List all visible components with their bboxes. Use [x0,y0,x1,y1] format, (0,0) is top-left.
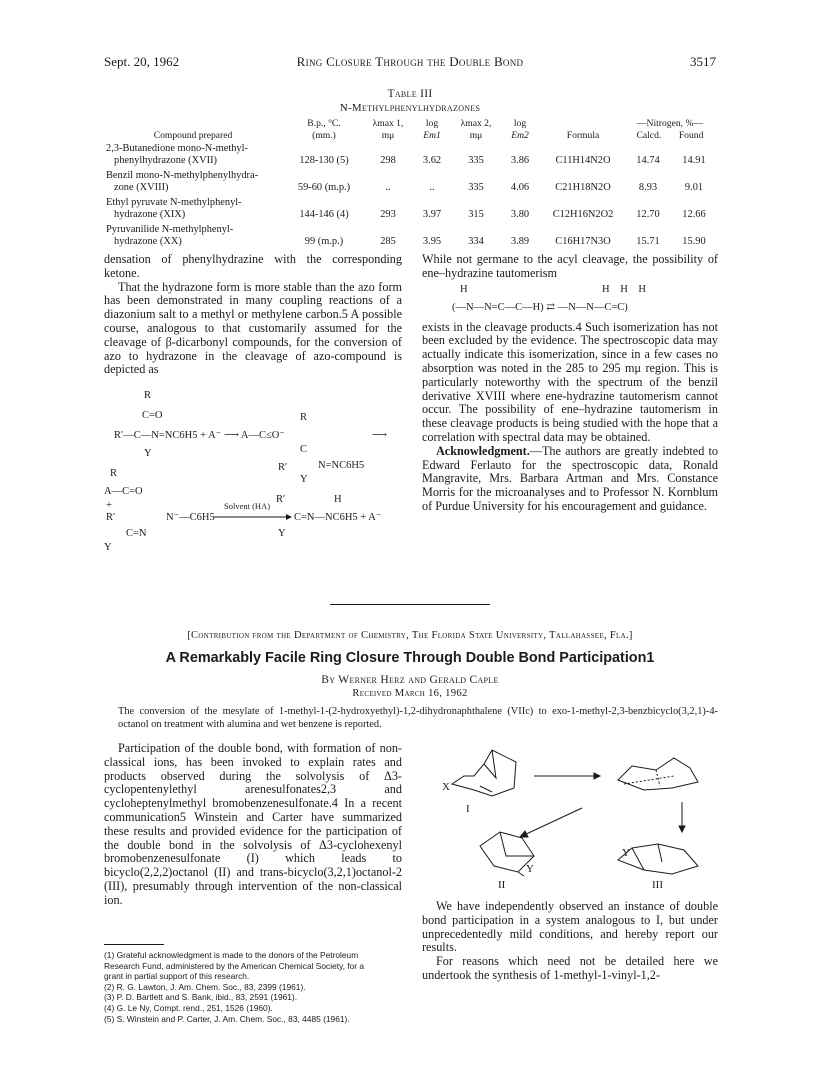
compound-name-line1: Ethyl pyruvate N-methylphenyl- [106,197,242,208]
scheme-label: H [334,494,342,505]
paragraph: Participation of the double bond, with formation of non-classical ions, has been invoked to explain rates and products observed during the solvolysis of Δ3-cyclopentenylethyl arenesulfonates2,3 and cycloheptenylmethyl bromobenzenesulfonate.4 In a recent communication5 Winstein and Carter have summarized these results and provided evidence for the participation of the double bond in the solvolysis of Δ3-cyclohexenyl bromobenzenesulfonate (I) which leads to bicyclo(2,2,2)octanol (II) and trans-bicyclo(3,2,1)octanol-2 (III), presumably through intervention of the non-classical ion. [104,741,402,907]
cell-calcd: 14.74 [636,155,660,166]
table-subtitle: N-Methylphenylhydrazones [339,102,481,114]
cell-lmax2: 315 [468,209,484,220]
authors: By Werner Herz and Gerald Caple [321,674,499,686]
scheme-label: N=NC6H5 [318,460,365,471]
label-y-iii: Y [622,847,630,859]
scheme-label: H H H [602,283,646,295]
cell-log1: .. [429,182,435,193]
cell-lmax1: 293 [380,209,396,220]
cell-lmax1: 298 [380,155,396,166]
cell-formula: C11H14N2O [555,155,611,166]
cell-name2: hydrazone (XIX) [114,209,186,220]
table-row [104,236,716,251]
label-x: X [442,781,450,793]
cell-found: 15.90 [682,236,706,247]
col-bp: B.p., °C. (mm.) [307,118,341,141]
label-y-ii: Y [526,863,534,875]
right-top-text [422,253,718,514]
scheme-label: Y [300,474,308,485]
paragraph [422,445,718,514]
footnote-line: (2) R. G. Lawton, J. Am. Chem. Soc., 83, 2399 (1961). [104,981,306,992]
label-ii: II [498,879,506,890]
scheme-label: C=N [126,528,147,539]
footnote-line: Research Fund, administered by the American Chemical Society, for a [104,960,365,971]
acknowledgment-text: —The authors are greatly indebted to Edward Ferlauto for the spectroscopic data, Ronald Mangravite, Mrs. Barbara Artman and Mrs. Constance Morris for the microanalyses and to Professor N. Kornblum of Purdue University for his encouragement and guidance. [422,443,718,513]
acknowledgment-heading: Acknowledgment. [436,443,530,458]
table-row [104,170,716,182]
scheme-label: C=N—NC6H5 + A⁻ [294,512,382,523]
table-row [104,155,716,170]
footnote-line: grant in partial support of this research. [104,971,250,982]
cell-name2: phenylhydrazone (XVII) [114,155,217,166]
left-top-text [104,253,402,377]
paragraph: While not germane to the acyl cleavage, the possibility of ene–hydrazine tautomerism [422,252,718,280]
scheme-label: C [300,444,308,455]
cell-log1: 3.62 [422,155,442,166]
header-date: Sept. 20, 1962 [104,54,180,69]
cell-calcd: 8.93 [638,182,658,193]
cell-log2: 3.80 [510,209,530,220]
scheme-label: R′ [106,512,116,523]
abstract: The conversion of the mesylate of 1-methyl-1-(2-hydroxyethyl)-1,2-dihydronaphthalene (VIIc) to exo-1-methyl-2,3-benzbicyclo(3,2,1)-4-octanol on treatment with alumina and wet benzene is reported. [118,706,718,730]
cell-name2: hydrazone (XX) [114,236,182,247]
scheme-label: (—N—N=C—C—H) ⇄ —N—N—C=C) [452,301,628,313]
received-date: Received March 16, 1962 [352,688,468,699]
col-log2: log Em2 [511,118,529,141]
compound-name-line1: Pyruvanilide N-methylphenyl- [106,224,234,235]
article-title: A Remarkably Facile Ring Closure Through Double Bond Participation1 [165,650,655,666]
cell-formula: C12H16N2O2 [552,209,614,220]
scheme-label: R [110,468,118,479]
paragraph: For reasons which need not be detailed here we undertook the synthesis of 1-methyl-1-vinyl-1,2- [422,954,718,982]
paragraph: That the hydrazone form is more stable than the azo form has been demonstrated in many coupling reactions of a diazonium salt to a methyl or methylene carbon.5 A possible course, analogous to that customarily assumed for the cleavage of β-dicarbonyl compounds, for the conversion of azo to hydrazone in the cleavage of azo-compound is depicted as [104,279,402,377]
cell-log2: 4.06 [510,182,530,193]
cell-formula: C21H18N2O [555,182,611,193]
cell-formula: C16H17N3O [555,236,611,247]
paragraph: densation of phenylhydrazine with the corresponding ketone. [104,252,402,280]
table-row [104,224,716,236]
scheme-label: A—C=O [104,486,143,497]
table-row [104,209,716,224]
cell-lmax2: 335 [468,155,484,166]
cell-log1: 3.97 [422,209,442,220]
col-formula: Formula [566,130,600,141]
scheme-label: R [300,412,308,423]
cell-found: 12.66 [682,209,706,220]
cell-bp: 144-146 (4) [299,209,349,220]
cell-lmax1: .. [385,182,391,193]
footnote-line: (3) P. D. Bartlett and S. Bank, ibid., 83, 2591 (1961). [104,992,298,1003]
col-nitrogen: —Nitrogen, %— Calcd. Found [636,118,704,141]
cell-lmax2: 334 [468,236,484,247]
cell-lmax1: 285 [380,236,396,247]
reaction-scheme [104,390,404,560]
cell-bp: 59-60 (m.p.) [297,182,351,193]
label-iii: III [652,879,663,890]
reaction-arrow-icon [214,513,292,521]
footnote-rule [104,944,164,945]
cell-calcd: 15.71 [636,236,660,247]
cell-found: 14.91 [682,155,706,166]
cell-bp: 99 (m.p.) [304,236,344,247]
scheme-label: R′—C—N=NC6H5 + A⁻ ⟶ A—C≤O⁻ [114,430,285,441]
structure-scheme [422,740,718,890]
col-compound: Compound prepared [153,130,233,141]
cell-bp: 128-130 (5) [299,155,349,166]
scheme-label: N⁻—C6H5 [166,512,215,523]
footnote-line: (1) Grateful acknowledgment is made to the donors of the Petroleum [104,950,359,960]
cell-log2: 3.89 [510,236,530,247]
compound-name-line1: Benzil mono-N-methylphenylhydra- [106,170,259,181]
contribution-line: [Contribution from the Department of Chemistry, The Florida State University, Tallahassee, Fla.] [187,630,633,641]
scheme-label: R [144,390,152,401]
data-table [104,118,716,251]
table-row [104,182,716,197]
col-log1: log Em1 [423,118,441,141]
footnote-line: (5) S. Winstein and P. Carter, J. Am. Chem. Soc., 83, 4485 (1961). [104,1013,350,1024]
scheme-label: Y [104,542,112,553]
compound-name-line1: 2,3-Butanedione mono-N-methyl- [106,143,248,154]
left-bottom-text [104,742,402,908]
scheme-label: H [460,283,468,295]
running-title: Ring Closure Through the Double Bond [296,54,524,69]
cell-log2: 3.86 [510,155,530,166]
cell-log1: 3.95 [422,236,442,247]
footnotes [104,950,404,1024]
cell-found: 9.01 [684,182,704,193]
table-row [104,197,716,209]
cell-calcd: 12.70 [636,209,660,220]
section-divider [330,604,490,605]
scheme-label: R′ [278,462,288,473]
arrow-icon: ⟶ [372,430,388,441]
right-bottom-text [422,900,718,983]
scheme-label: Solvent (HA) [224,501,271,511]
table-header-row [104,118,716,143]
table-title: Table III [387,88,433,100]
scheme-label: C=O [142,410,163,421]
col-lmax2: λmax 2, mμ [460,118,492,141]
scheme-label: Y [278,528,286,539]
cell-lmax2: 335 [468,182,484,193]
page-number: 3517 [690,54,716,69]
tautomer-equation [422,281,718,321]
scheme-label: Y [144,448,152,459]
cell-name2: zone (XVIII) [114,182,169,193]
scheme-label: + [106,500,112,511]
scheme-label: R′ [276,494,286,505]
paragraph: exists in the cleavage products.4 Such isomerization has not been excluded by the evidence. The spectroscopic data may actually indicate this isomerization, since in a few cases no absorption was noted in the 285 to 295 mμ region. This is particularly noteworthy with the spectrum of the benzil derivative XVIII where ene-hydrazine tautomerism cannot occur. The possibility of ene–hydrazine tautomerism in these cleavage products is being studied with the hope that a correlation with spectral data may be obtained. [422,319,718,444]
col-lmax1: λmax 1, mμ [372,118,404,141]
label-i: I [466,803,470,815]
table-row [104,143,716,155]
paragraph: We have independently observed an instance of double bond participation in a system analogous to I, but under unprecedentedly mild conditions, and hereby report our results. [422,899,718,955]
footnote-line: (4) G. Le Ny, Compt. rend., 251, 1526 (1960). [104,1002,273,1013]
